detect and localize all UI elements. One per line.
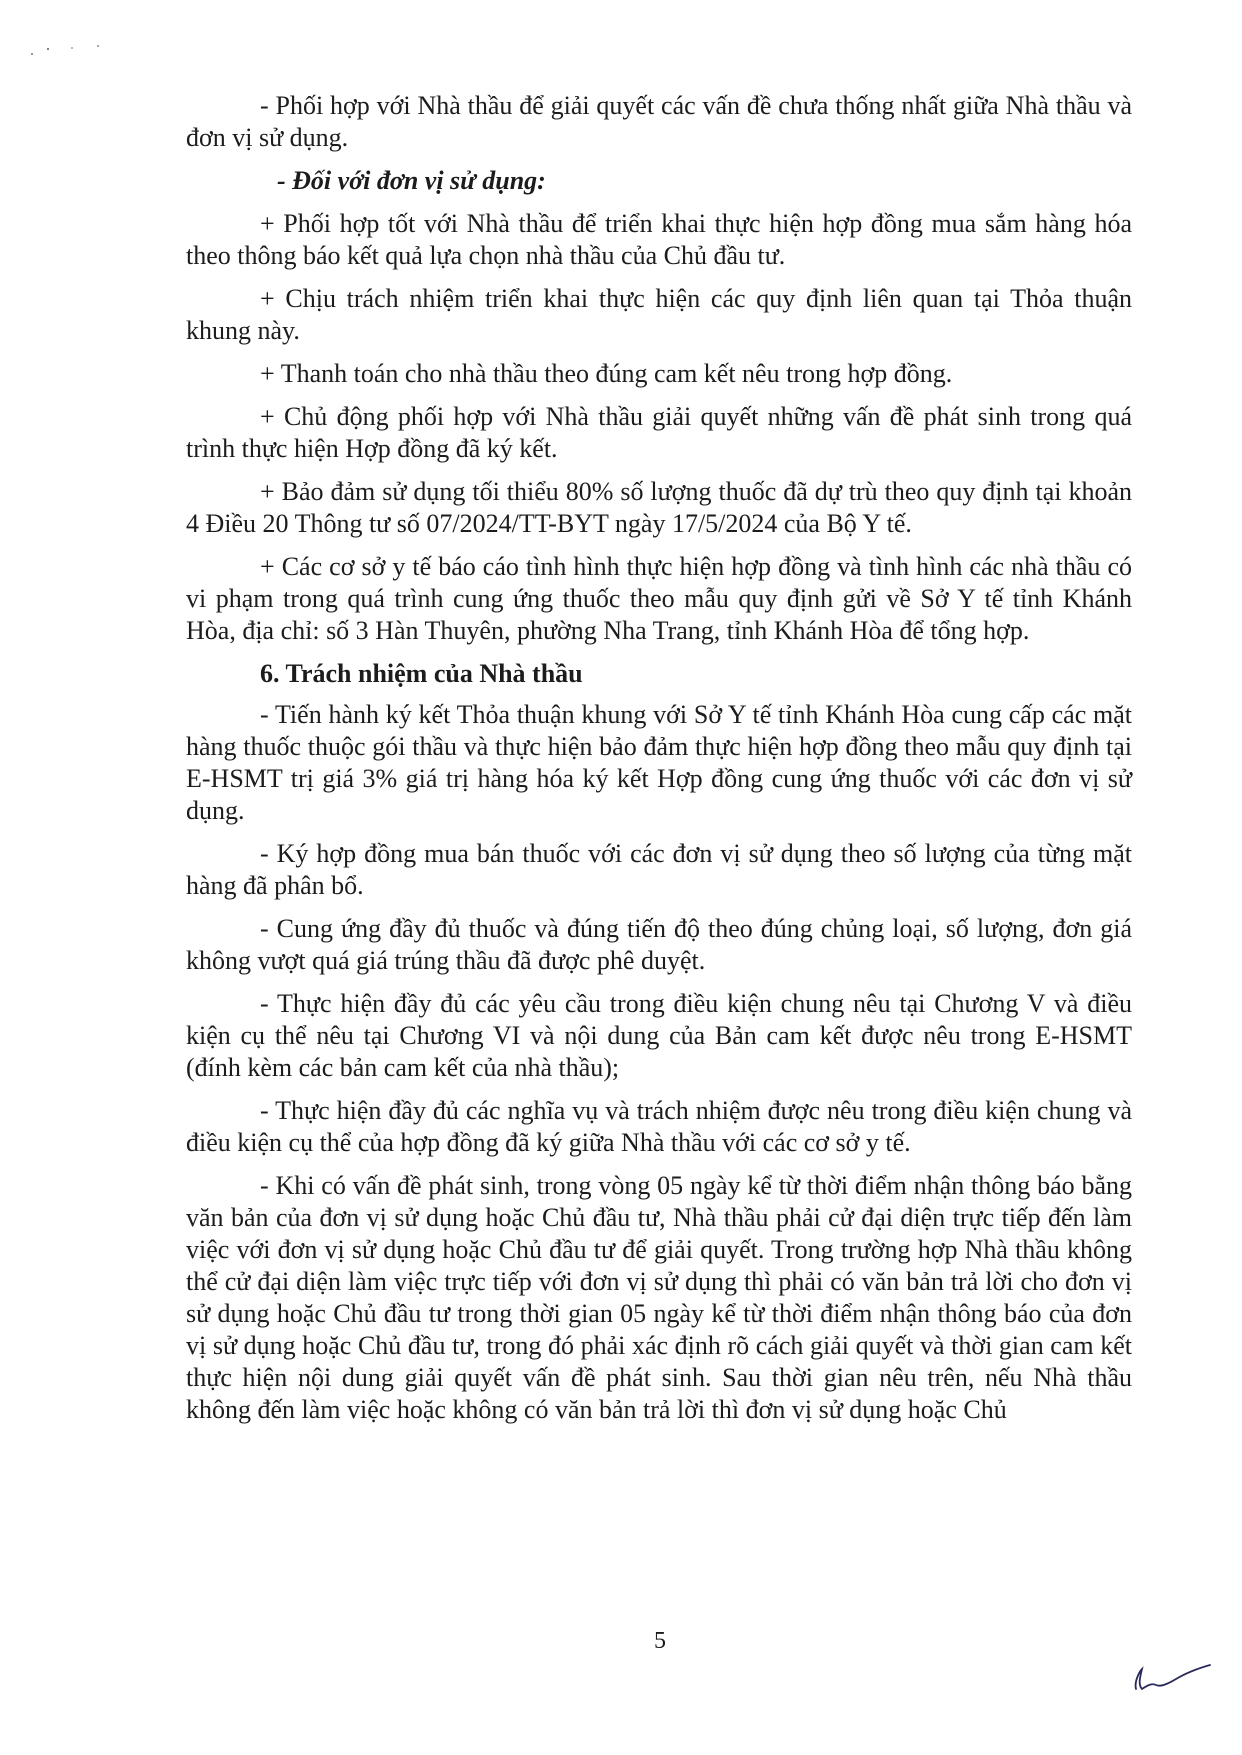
user-unit-item: + Bảo đảm sử dụng tối thiểu 80% số lượng thuốc đã dự trù theo quy định tại khoản 4 Điều 20 Thông tư số 07/2024/TT-BYT ngày 17/5/2024 của Bộ Y tế. [186,477,1132,538]
user-unit-item: + Các cơ sở y tế báo cáo tình hình thực hiện hợp đồng và tình hình các nhà thầu có vi phạm trong quá trình cung ứng thuốc theo mẫu quy định gửi về Sở Y tế tỉnh Khánh Hòa, địa chỉ: số 3 Hàn Thuyên, phường Nha Trang, tỉnh Khánh Hòa để tổng hợp. [186,552,1132,645]
paragraph-coordinate-contractor: - Phối hợp với Nhà thầu để giải quyết các vấn đề chưa thống nhất giữa Nhà thầu và đơn vị sử dụng. [186,91,1132,152]
contractor-item: - Tiến hành ký kết Thỏa thuận khung với Sở Y tế tỉnh Khánh Hòa cung cấp các mặt hàng thuốc thuộc gói thầu và thực hiện bảo đảm thực hiện hợp đồng theo mẫu quy định tại E-HSMT trị giá 3% giá trị hàng hóa ký kết Hợp đồng cung ứng thuốc với các đơn vị sử dụng. [186,700,1132,825]
scan-artifact-marks [28,40,118,60]
contractor-item: - Thực hiện đầy đủ các nghĩa vụ và trách nhiệm được nêu trong điều kiện chung và điều kiện cụ thể của hợp đồng đã ký giữa Nhà thầu với các cơ sở y tế. [186,1096,1132,1157]
user-unit-item: + Thanh toán cho nhà thầu theo đúng cam kết nêu trong hợp đồng. [260,359,953,388]
contractor-item: - Ký hợp đồng mua bán thuốc với các đơn vị sử dụng theo số lượng của từng mặt hàng đã phân bổ. [186,839,1132,900]
heading-user-unit: - Đối với đơn vị sử dụng: [277,166,546,195]
contractor-item: - Thực hiện đầy đủ các yêu cầu trong điều kiện chung nêu tại Chương V và điều kiện cụ thể nêu tại Chương VI và nội dung của Bản cam kết được nêu trong E-HSMT (đính kèm các bản cam kết của nhà thầu); [186,989,1132,1082]
user-unit-item: + Chủ động phối hợp với Nhà thầu giải quyết những vấn đề phát sinh trong quá trình thực hiện Hợp đồng đã ký kết. [186,402,1132,463]
document-body [186,90,1132,1437]
section-6-heading: 6. Trách nhiệm của Nhà thầu [260,659,583,688]
contractor-item: - Khi có vấn đề phát sinh, trong vòng 05 ngày kể từ thời điểm nhận thông báo bằng văn bản của đơn vị sử dụng hoặc Chủ đầu tư, Nhà thầu phải cử đại diện trực tiếp đến làm việc với đơn vị sử dụng hoặc Chủ đầu tư để giải quyết. Trong trường hợp Nhà thầu không thể cử đại diện làm việc trực tiếp với đơn vị sử dụng thì phải có văn bản trả lời cho đơn vị sử dụng hoặc Chủ đầu tư trong thời gian 05 ngày kể từ thời điểm nhận thông báo của đơn vị sử dụng hoặc Chủ đầu tư, trong đó phải xác định rõ cách giải quyết và thời gian cam kết thực hiện nội dung giải quyết vấn đề phát sinh. Sau thời gian nêu trên, nếu Nhà thầu không đến làm việc hoặc không có văn bản trả lời thì đơn vị sử dụng hoặc Chủ [186,1171,1132,1424]
initials-signature [1126,1655,1216,1695]
user-unit-item: + Phối hợp tốt với Nhà thầu để triển khai thực hiện hợp đồng mua sắm hàng hóa theo thông báo kết quả lựa chọn nhà thầu của Chủ đầu tư. [186,209,1132,270]
contractor-item: - Cung ứng đầy đủ thuốc và đúng tiến độ theo đúng chủng loại, số lượng, đơn giá không vượt quá giá trúng thầu đã được phê duyệt. [186,914,1132,975]
page-number: 5 [654,1628,666,1654]
user-unit-item: + Chịu trách nhiệm triển khai thực hiện các quy định liên quan tại Thỏa thuận khung này. [186,284,1132,345]
